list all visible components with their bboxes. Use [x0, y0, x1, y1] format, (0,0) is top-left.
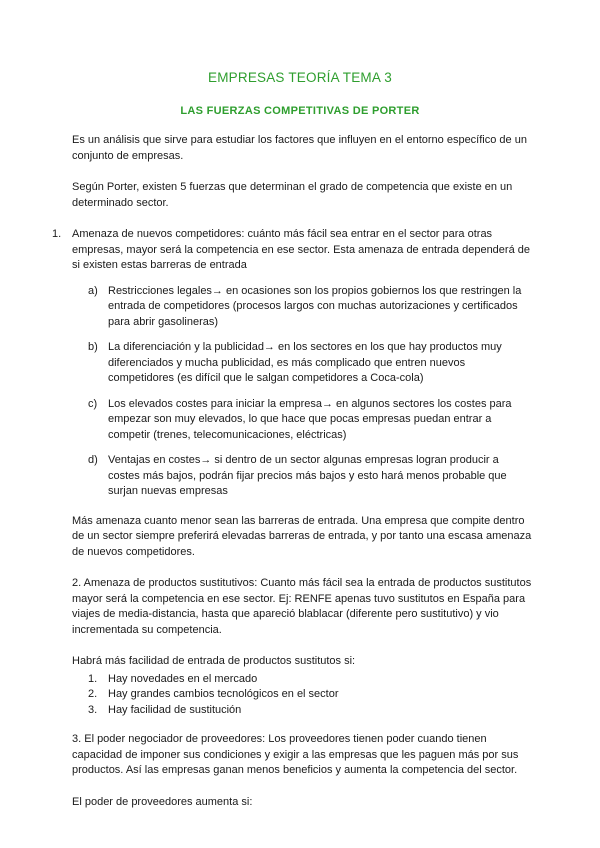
- forces-list: [52, 227, 532, 500]
- substitute-number: 1.: [88, 672, 98, 685]
- barrier-item-a: [88, 284, 532, 331]
- intro-paragraph: Es un análisis que sirve para estudiar los factores que influyen en el entorno específico de un conjunto de empresas.: [72, 134, 527, 162]
- barrier-letter: a): [88, 284, 98, 297]
- document-title: EMPRESAS TEORÍA TEMA 3: [208, 70, 392, 85]
- substitute-text: Hay novedades en el mercado: [108, 672, 258, 685]
- substitutes-intro: Habrá más facilidad de entrada de productos sustitutos si:: [72, 655, 356, 667]
- document-body: [52, 133, 532, 826]
- barrier-letter: b): [88, 341, 98, 353]
- substitute-number: 3.: [88, 703, 98, 716]
- substitute-text: Hay grandes cambios tecnológicos en el sector: [108, 688, 339, 700]
- suppliers-intro: El poder de proveedores aumenta si:: [72, 795, 253, 808]
- force-3-paragraph: 3. El poder negociador de proveedores: Los proveedores tienen poder cuando tienen capacidad de imponer sus condiciones y exigir a las empresas que les paguen más por sus productos. Así las empresas ganan menos beneficios y aumenta la competencia del sector.: [72, 733, 519, 776]
- more-threat-paragraph: Más amenaza cuanto menor sean las barreras de entrada. Una empresa que compite dentro de un sector siempre preferirá elevadas barreras de entrada, y por tanto una escasa amenaza de nuevos competidores.: [72, 514, 532, 558]
- substitutes-list: [72, 672, 532, 719]
- barrier-text: Los elevados costes para iniciar la empresa→ en algunos sectores los costes para empezar son muy elevados, lo que hace que pocas empresas puedan entrar a competir (trenes, telecomunicaciones, eléctricas): [108, 397, 512, 441]
- barrier-text: Restricciones legales→ en ocasiones son los propios gobiernos los que restringen la entrada de competidores (procesos largos con muchas autorizaciones y certificados para abrir gasolineras): [108, 284, 522, 328]
- barrier-text: Ventajas en costes→ si dentro de un sector algunas empresas logran producir a costes más bajos, podrán fijar precios más bajos y esto hará menos probable que surjan nuevas empresas: [108, 454, 507, 497]
- force-1-item: [52, 227, 532, 500]
- substitute-item: [88, 687, 532, 703]
- barrier-item-c: [88, 397, 532, 444]
- barrier-item-d: [88, 453, 532, 500]
- substitute-item: [88, 672, 532, 688]
- barrier-text: La diferenciación y la publicidad→ en los sectores en los que hay productos muy diferenciados y mucha publicidad, es más complicado que entren nuevos competidores (es difícil que le salgan competidores a Coca-cola): [108, 341, 502, 384]
- substitute-text: Hay facilidad de sustitución: [108, 703, 242, 716]
- force-1-text: Amenaza de nuevos competidores: cuánto más fácil sea entrar en el sector para otras empresas, mayor será la competencia en ese sector. Esta amenaza de entrada dependerá de si existen estas barreras de entrada: [72, 228, 530, 271]
- barriers-list: [72, 284, 532, 500]
- barrier-letter: c): [88, 397, 98, 410]
- section-subtitle: LAS FUERZAS COMPETITIVAS DE PORTER: [180, 105, 420, 117]
- force-2-paragraph: 2. Amenaza de productos sustitutivos: Cuanto más fácil sea la entrada de productos sustitutos mayor será la competencia en ese sector. Ej: RENFE apenas tuvo sustitutos en España para viajes de media-distancia, hasta que apareció blablacar (diferente pero sustitutivo) y vio incrementada su competencia.: [72, 577, 532, 636]
- barrier-item-b: [88, 340, 532, 387]
- substitute-item: [88, 703, 532, 719]
- porter-paragraph: Según Porter, existen 5 fuerzas que determinan el grado de competencia que existe en un determinado sector.: [72, 181, 513, 209]
- force-1-number: 1.: [52, 228, 62, 240]
- barrier-letter: d): [88, 454, 98, 466]
- substitute-number: 2.: [88, 688, 98, 700]
